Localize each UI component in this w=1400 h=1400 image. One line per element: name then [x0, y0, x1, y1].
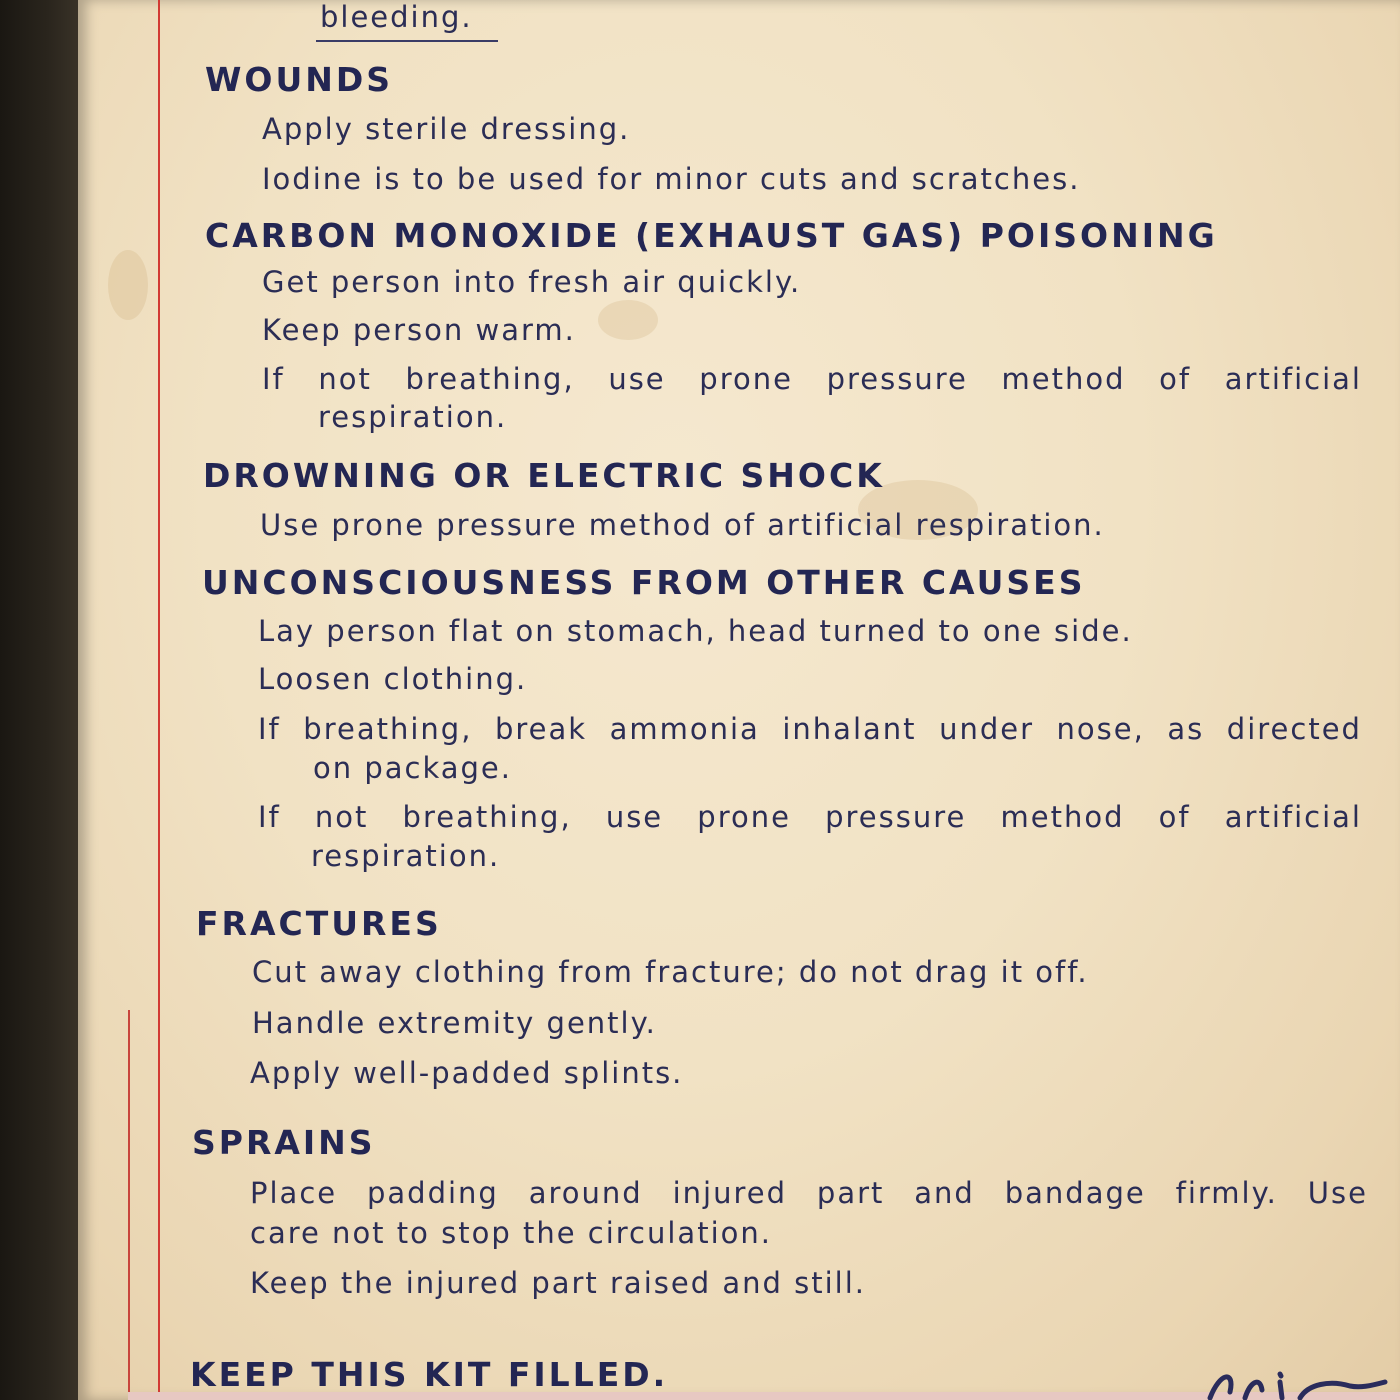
justified-word: around	[528, 1176, 643, 1210]
paper-stain	[108, 250, 148, 320]
margin-rule	[158, 0, 160, 1400]
drowning-line-1: Use prone pressure method of artificial respiration.	[260, 508, 1105, 542]
fractures-line-1: Cut away clothing from fracture; do not drag it off.	[252, 955, 1089, 989]
dark-surface-edge	[0, 0, 80, 1400]
justified-word: prone	[697, 800, 791, 834]
justified-word: use	[608, 362, 666, 396]
co-line-4: respiration.	[318, 400, 508, 434]
justified-word: artificial	[1224, 800, 1362, 834]
top-fragment-text: bleeding.	[320, 0, 473, 34]
justified-word: If	[258, 712, 281, 746]
heading-carbon-monoxide: CARBON MONOXIDE (EXHAUST GAS) POISONING	[205, 216, 1218, 255]
wounds-line-2: Iodine is to be used for minor cuts and scratches.	[262, 162, 1081, 196]
justified-word: ammonia	[609, 712, 760, 746]
justified-word: Place	[250, 1176, 338, 1210]
justified-word: padding	[367, 1176, 499, 1210]
sprains-line-2: care not to stop the circulation.	[250, 1216, 772, 1250]
footer-keep-kit-filled: KEEP THIS KIT FILLED.	[190, 1355, 669, 1394]
justified-word: and	[914, 1176, 975, 1210]
justified-word: firmly.	[1175, 1176, 1278, 1210]
justified-word: injured	[672, 1176, 788, 1210]
fractures-line-3: Apply well-padded splints.	[250, 1056, 684, 1090]
justified-word: pressure	[825, 800, 967, 834]
justified-word: artificial	[1224, 362, 1362, 396]
unconscious-line-5	[258, 800, 1362, 834]
paper-stain	[598, 300, 658, 340]
unconscious-line-6: respiration.	[311, 839, 501, 873]
justified-word: as	[1167, 712, 1205, 746]
unconscious-line-3	[258, 712, 1362, 746]
unconscious-line-1: Lay person flat on stomach, head turned to one side.	[258, 614, 1133, 648]
heading-unconsciousness: UNCONSCIOUSNESS FROM OTHER CAUSES	[202, 563, 1086, 602]
wounds-line-1: Apply sterile dressing.	[262, 112, 631, 146]
justified-word: under	[939, 712, 1034, 746]
co-line-2: Keep person warm.	[262, 313, 576, 347]
justified-word: not	[318, 362, 372, 396]
justified-word: part	[816, 1176, 885, 1210]
signature-fragment	[1190, 1362, 1390, 1400]
fractures-line-2: Handle extremity gently.	[252, 1006, 657, 1040]
justified-word: of	[1159, 362, 1192, 396]
justified-word: inhalant	[782, 712, 917, 746]
justified-word: method	[1000, 800, 1125, 834]
justified-word: bandage	[1004, 1176, 1146, 1210]
justified-word: not	[314, 800, 369, 834]
justified-word: Use	[1307, 1176, 1368, 1210]
heading-sprains: SPRAINS	[192, 1123, 376, 1162]
justified-word: of	[1158, 800, 1191, 834]
justified-word: breathing,	[402, 800, 572, 834]
margin-rule-lower	[128, 1010, 130, 1400]
co-line-3	[262, 362, 1362, 396]
justified-word: breathing,	[405, 362, 575, 396]
justified-word: directed	[1226, 712, 1362, 746]
justified-word: prone	[699, 362, 793, 396]
justified-word: break	[494, 712, 588, 746]
top-fragment-underline	[316, 40, 498, 42]
heading-drowning: DROWNING OR ELECTRIC SHOCK	[203, 456, 885, 495]
unconscious-line-2: Loosen clothing.	[258, 662, 528, 696]
unconscious-line-4: on package.	[313, 751, 512, 785]
sprains-line-3: Keep the injured part raised and still.	[250, 1266, 866, 1300]
justified-word: nose,	[1056, 712, 1145, 746]
justified-word: use	[605, 800, 664, 834]
heading-fractures: FRACTURES	[196, 904, 442, 943]
justified-word: breathing,	[303, 712, 473, 746]
co-line-1: Get person into fresh air quickly.	[262, 265, 802, 299]
justified-word: method	[1001, 362, 1126, 396]
justified-word: If	[262, 362, 285, 396]
justified-word: pressure	[826, 362, 968, 396]
justified-word: If	[258, 800, 281, 834]
heading-wounds: WOUNDS	[205, 60, 394, 99]
sprains-line-1	[250, 1176, 1368, 1210]
